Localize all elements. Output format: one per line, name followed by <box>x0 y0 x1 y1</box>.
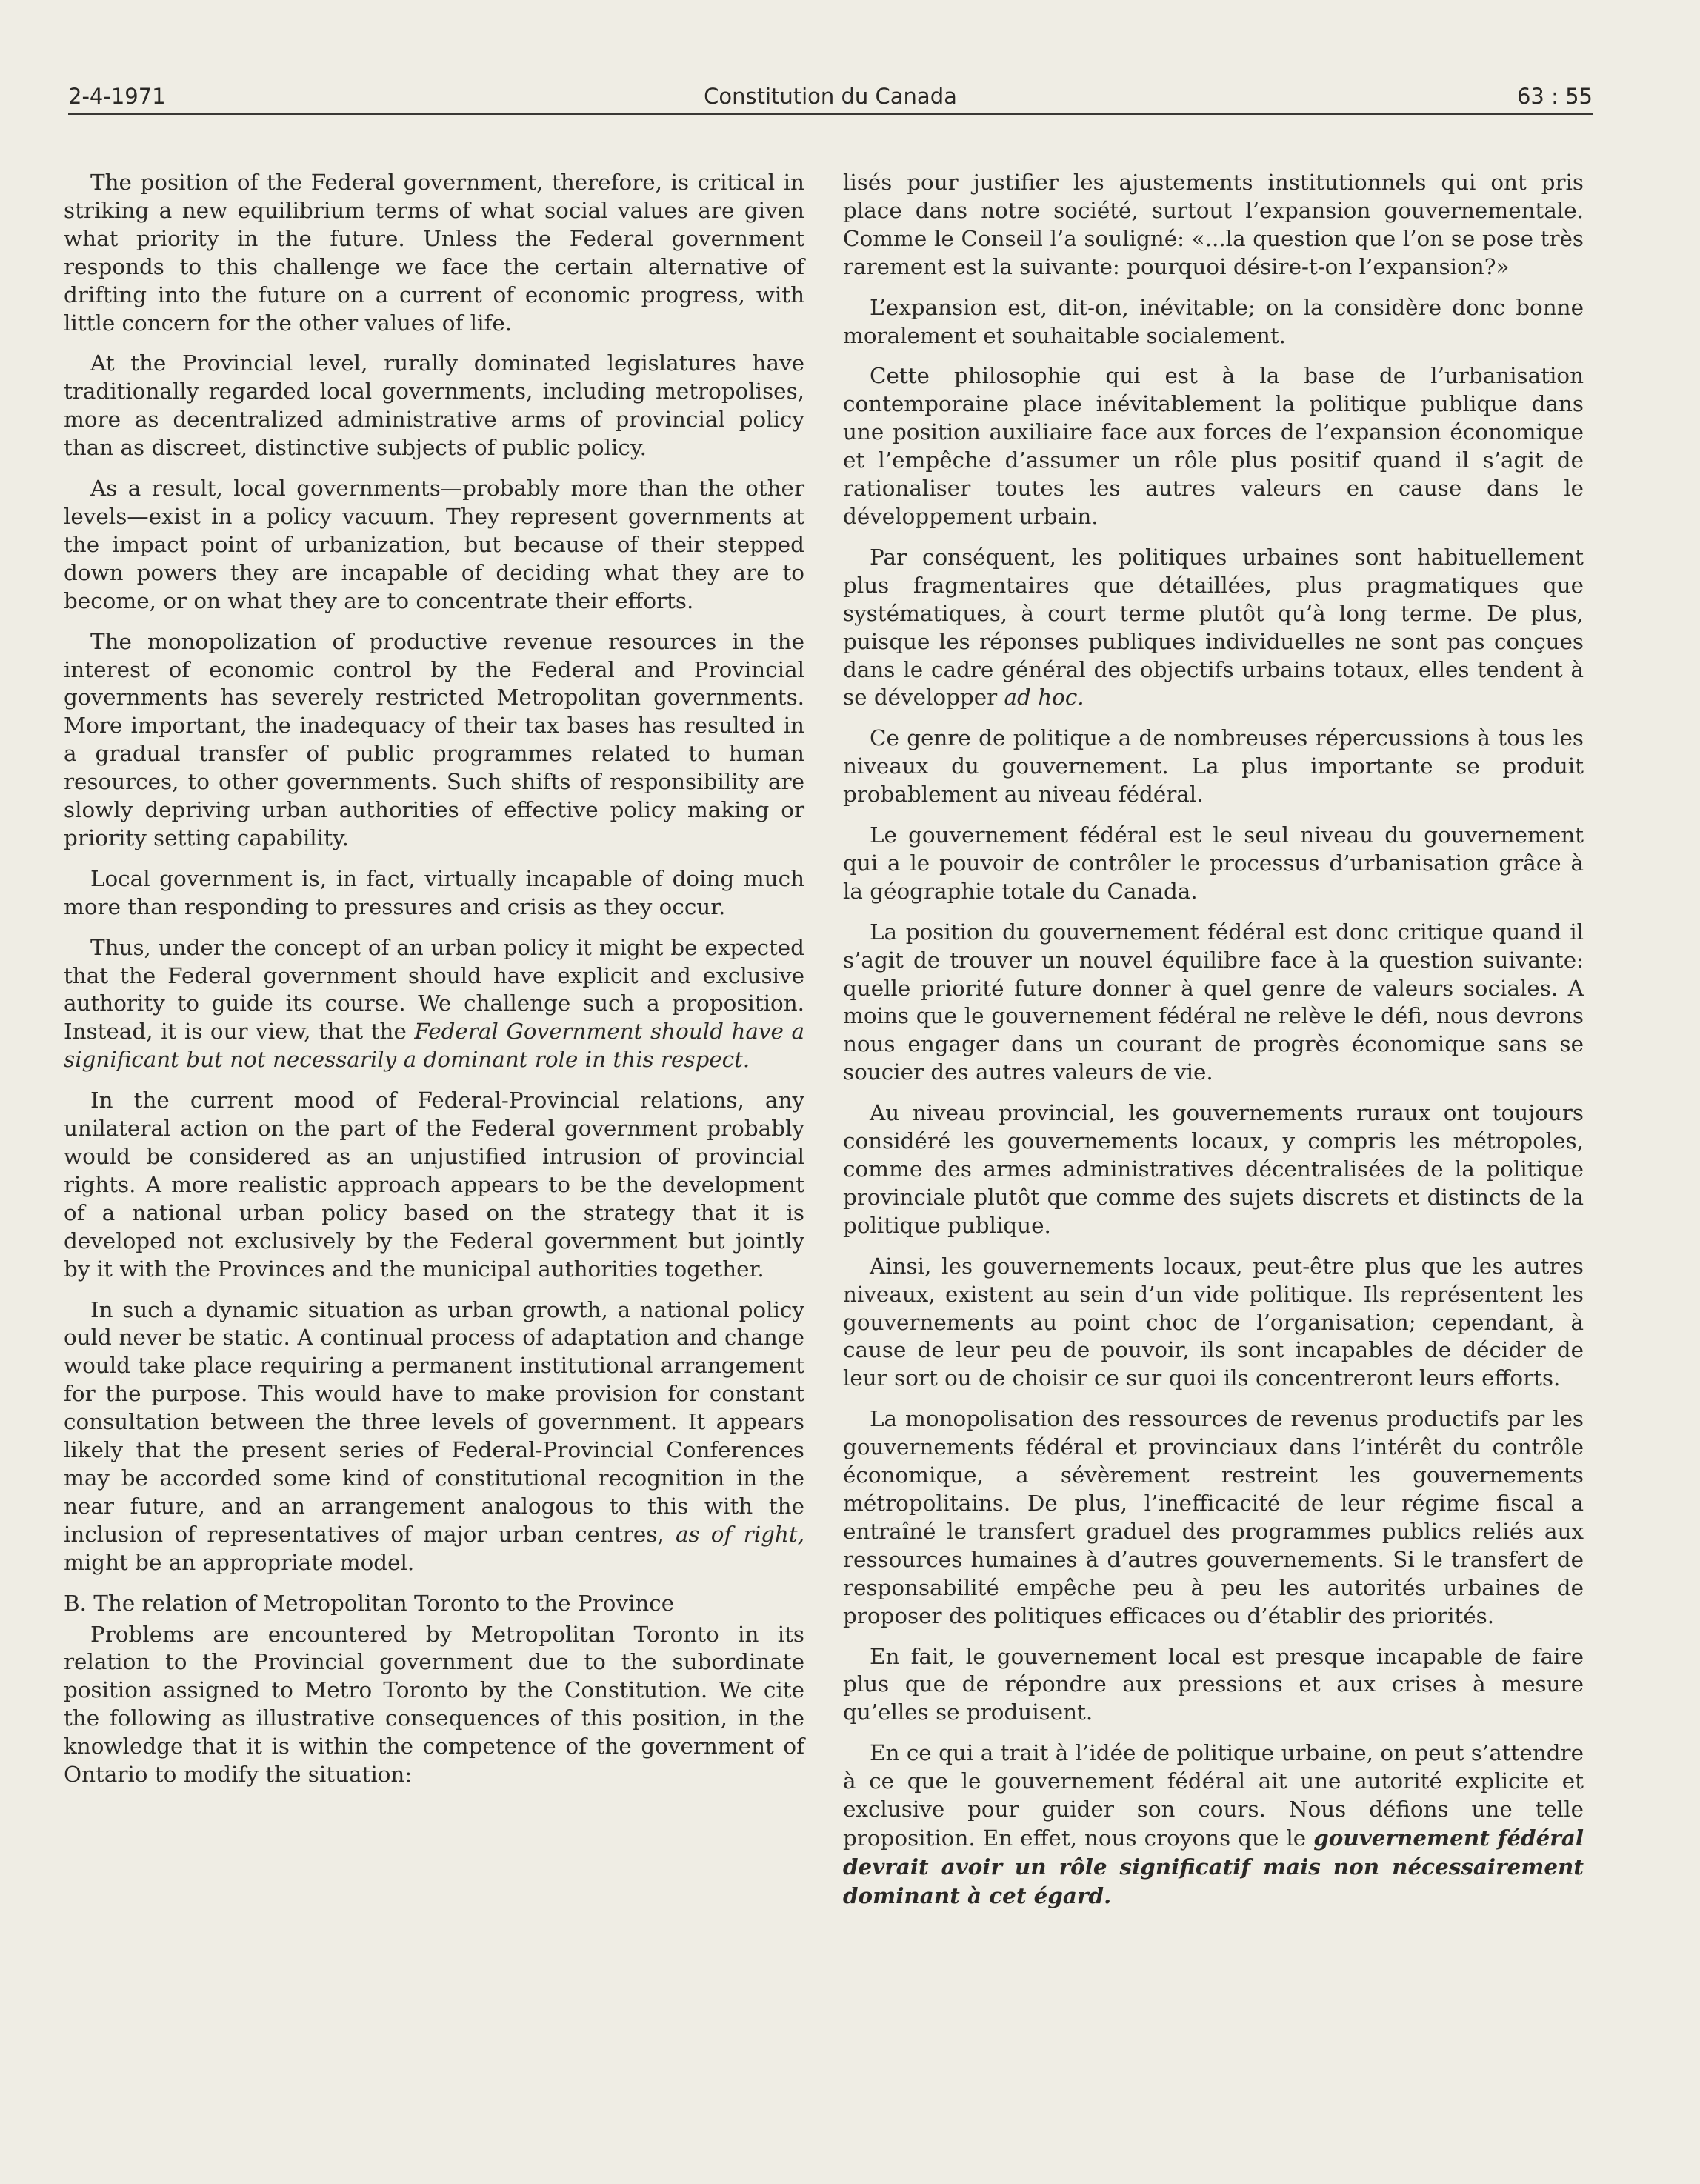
paragraph: As a result, local governments—probably more than the other levels—exist in a policy vacuum. They represent governments at the impact point of urbanization, but because of their stepped down powers they are incapable of deciding what they are to become, or on what they are to concentrate their efforts. <box>64 476 804 613</box>
paragraph: Local government is, in fact, virtually incapable of doing much more than responding to pressures and crisis as they occur. <box>64 865 804 919</box>
emphasis-text: ad hoc. <box>1004 685 1084 710</box>
header-title: Constitution du Canada <box>704 84 957 109</box>
header-date: 2-4-1971 <box>68 84 166 109</box>
paragraph: Au niveau provincial, les gouvernements ruraux ont toujours considéré les gouvernements locaux, y compris les métropoles, comme des armes administratives décentralisées de la politique provinciale plutôt que comme des sujets discrets et distincts de la politique publique. <box>843 1100 1584 1238</box>
emphasis-text: as of right, <box>675 1521 804 1547</box>
paragraph-text: En ce qui a trait à l’idée de politique urbaine, on peut s’attendre à ce que le gouvernement fédéral ait une autorité explicite et exclusive pour guider son cours. Nous défions une telle proposition. En effet, nous croyons que le <box>843 1740 1584 1851</box>
running-header <box>68 80 1593 115</box>
english-column <box>64 169 804 1802</box>
paragraph: Le gouvernement fédéral est le seul niveau du gouvernement qui a le pouvoir de contrôler le processus d’urbanisation grâce à la géographie totale du Canada. <box>843 822 1584 904</box>
emphasis-text: Federal Government should have a significant but not necessarily a dominant role in this respect. <box>64 1019 804 1073</box>
paragraph: Ainsi, les gouvernements locaux, peut-être plus que les autres niveaux, existent au sein d’un vide politique. Ils représentent les gouvernements au point choc de l’organisation; cependant, à cause de leur peu de pouvoir, ils sont incapables de décider de leur sort ou de choisir ce sur quoi ils concentreront leurs efforts. <box>843 1253 1584 1391</box>
paragraph-text: Thus, under the concept of an urban policy it might be expected that the Federal government should have explicit and exclusive authority to guide its course. We challenge such a proposition. Instead, it is our view, that the <box>64 934 804 1045</box>
paragraph: La monopolisation des ressources de revenus productifs par les gouvernements fédéral et provinciaux dans l’intérêt du contrôle économique, a sévèrement restreint les gouvernements métropolitains. De plus, l’inefficacité de leur régime fiscal a entraîné le transfert graduel des programmes publics reliés aux ressources humaines à d’autres gouvernements. Si le transfert de responsabilité empêche peu à peu les autorités urbaines de proposer des politiques efficaces ou d’établir des priorités. <box>843 1406 1584 1628</box>
section-heading: B. The relation of Metropolitan Toronto to the Province <box>64 1590 675 1616</box>
paragraph <box>64 1296 804 1577</box>
paragraph-text: might be an appropriate model. <box>64 1549 415 1575</box>
paragraph: The monopolization of productive revenue resources in the interest of economic control by the Federal and Provincial governments has severely restricted Metropolitan governments. More important, the inadequacy of their tax bases has resulted in a gradual transfer of public programmes related to human resources, to other governments. Such shifts of responsibility are slowly depriving urban authorities of effective policy making or priority setting capability. <box>64 628 804 850</box>
paragraph-text: In such a dynamic situation as urban growth, a national policy ould never be static. A continual process of adaptation and change would take place requiring a permanent institutional arrangement for the purpose. This would have to make provision for constant consultation between the three levels of government. It appears likely that the present series of Federal-Provincial Conferences may be accorded some kind of constitutional recognition in the near future, and an arrangement analogous to this with the inclusion of representatives of major urban centres, <box>64 1296 804 1547</box>
paragraph: In the current mood of Federal-Provincial relations, any unilateral action on the part of the Federal government probably would be considered as an unjustified intrusion of provincial rights. A more realistic approach appears to be the development of a national urban policy based on the strategy that it is developed not exclusively by the Federal government but jointly by it with the Provinces and the municipal authorities together. <box>64 1088 804 1282</box>
paragraph <box>843 1739 1584 1910</box>
paragraph: At the Provincial level, rurally dominated legislatures have traditionally regarded local governments, including metropolises, more as decentralized administrative arms of provincial policy than as discreet, distinctive subjects of public policy. <box>64 350 804 461</box>
paragraph: La position du gouvernement fédéral est donc critique quand il s’agit de trouver un nouvel équilibre face à la question suivante: quelle priorité future donner à quel genre de valeurs sociales. A moins que le gouvernement fédéral ne relève le défi, nous devrons nous engager dans un courant de progrès économique sans se soucier des autres valeurs de vie. <box>843 919 1584 1085</box>
emphasis-text: gouvernement fédéral devrait avoir un rôle significatif mais non nécessairement dominant à cet égard. <box>843 1824 1584 1908</box>
paragraph: The position of the Federal government, therefore, is critical in striking a new equilibrium terms of what social values are given what priority in the future. Unless the Federal government responds to this challenge we face the certain alternative of drifting into the future on a current of economic progress, with little concern for the other values of life. <box>64 170 804 336</box>
paragraph: L’expansion est, dit-on, inévitable; on la considère donc bonne moralement et souhaitable socialement. <box>843 294 1584 348</box>
paragraph: Ce genre de politique a de nombreuses répercussions à tous les niveaux du gouvernement. La plus importante se produit probablement au niveau fédéral. <box>843 725 1584 808</box>
paragraph-text: Par conséquent, les politiques urbaines sont habituellement plus fragmentaires que détaillées, plus pragmatiques que systématiques, à court terme plutôt qu’à long terme. De plus, puisque les réponses publiques individuelles ne sont pas conçues dans le cadre général des objectifs urbains totaux, elles tendent à se développer <box>843 544 1584 710</box>
paragraph: lisés pour justifier les ajustements institutionnels qui ont pris place dans notre société, surtout l’expansion gouvernementale. Comme le Conseil l’a souligné: «...la question que l’on se pose très rarement est la suivante: pourquoi désire-t-on l’expansion?» <box>843 170 1584 279</box>
french-column <box>843 169 1584 1923</box>
paragraph <box>843 544 1584 712</box>
header-page-number: 63 : 55 <box>1516 84 1593 109</box>
paragraph: Cette philosophie qui est à la base de l’urbanisation contemporaine place inévitablement la politique publique dans une position auxiliaire face aux forces de l’expansion économique et l’empêche d’assumer un rôle plus positif quand il s’agit de rationaliser toutes les autres valeurs en cause dans le développement urbain. <box>843 363 1584 529</box>
paragraph: Problems are encountered by Metropolitan Toronto in its relation to the Provincial government due to the subordinate position assigned to Metro Toronto by the Constitution. We cite the following as illustrative consequences of this position, in the knowledge that it is within the competence of the government of Ontario to modify the situation: <box>64 1621 804 1788</box>
paragraph <box>64 934 804 1075</box>
paragraph: En fait, le gouvernement local est presque incapable de faire plus que de répondre aux pressions et aux crises à mesure qu’elles se produisent. <box>843 1643 1584 1725</box>
